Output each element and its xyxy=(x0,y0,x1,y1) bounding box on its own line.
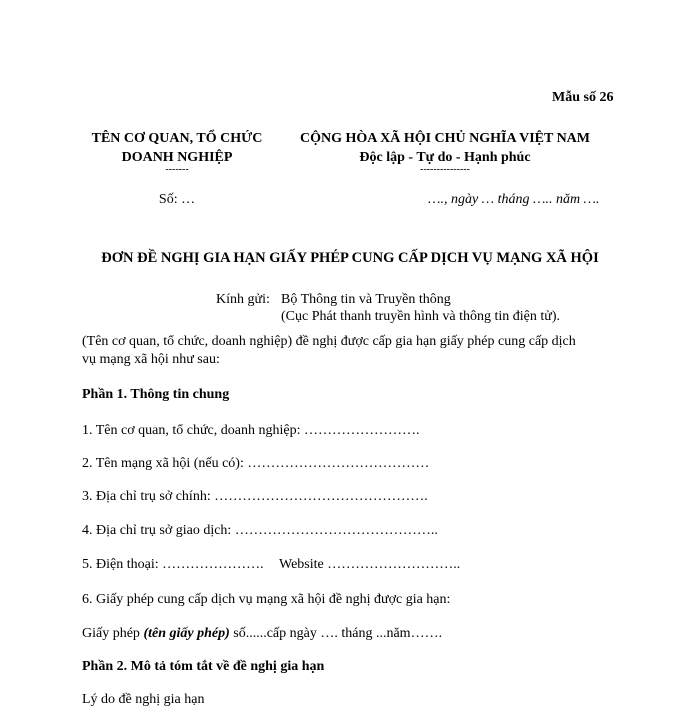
license-line xyxy=(82,626,442,642)
license-prefix: Giấy phép xyxy=(82,626,144,641)
org-name-line1: TÊN CƠ QUAN, TỔ CHỨC xyxy=(91,131,263,146)
form-number: Mẫu số 26 xyxy=(552,90,614,105)
country-name: CỘNG HÒA XÃ HỘI CHỦ NGHĨA VIỆT NAM xyxy=(299,131,590,146)
part1-heading: Phần 1. Thông tin chung xyxy=(82,387,230,402)
item-network-name: 2. Tên mạng xã hội (nếu có): ………………………………… xyxy=(82,456,430,471)
recipient-label: Kính gửi: xyxy=(216,292,270,307)
intro-line1: (Tên cơ quan, tổ chức, doanh nghiệp) đề nghị được cấp gia hạn giấy phép cung cấp dịch xyxy=(82,334,576,349)
item-head-office: 3. Địa chỉ trụ sở chính: ………………………………………. xyxy=(82,489,428,504)
document-number: Số: … xyxy=(158,192,196,207)
extension-reason-label: Lý do đề nghị gia hạn xyxy=(82,692,205,707)
license-name-placeholder: (tên giấy phép) xyxy=(143,626,230,641)
item-org-name: 1. Tên cơ quan, tổ chức, doanh nghiệp: ……………………. xyxy=(82,423,420,438)
org-name-line2: DOANH NGHIỆP xyxy=(121,150,233,165)
document-date: …., ngày … tháng ….. năm …. xyxy=(428,192,600,207)
item-phone: 5. Điện thoại: …………………. xyxy=(82,557,264,572)
intro-line2: vụ mạng xã hội như sau: xyxy=(82,352,220,367)
recipient-line2: (Cục Phát thanh truyền hình và thông tin điện tử). xyxy=(281,309,560,324)
org-divider: ------- xyxy=(165,164,189,175)
part2-heading: Phần 2. Mô tả tóm tắt về đề nghị gia hạn xyxy=(82,659,325,674)
recipient-line1: Bộ Thông tin và Truyền thông xyxy=(281,292,451,307)
document-title: ĐƠN ĐỀ NGHỊ GIA HẠN GIẤY PHÉP CUNG CẤP DỊCH VỤ MẠNG XÃ HỘI xyxy=(101,250,599,266)
item-transaction-office: 4. Địa chỉ trụ sở giao dịch: …………………………………….. xyxy=(82,523,438,538)
motto: Độc lập - Tự do - Hạnh phúc xyxy=(359,150,531,165)
motto-divider: --------------- xyxy=(420,164,470,175)
item-license-extension: 6. Giấy phép cung cấp dịch vụ mạng xã hội đề nghị được gia hạn: xyxy=(82,592,451,607)
item-website: Website ……………………….. xyxy=(279,557,461,572)
license-suffix: số......cấp ngày …. tháng ...năm……. xyxy=(229,626,443,641)
